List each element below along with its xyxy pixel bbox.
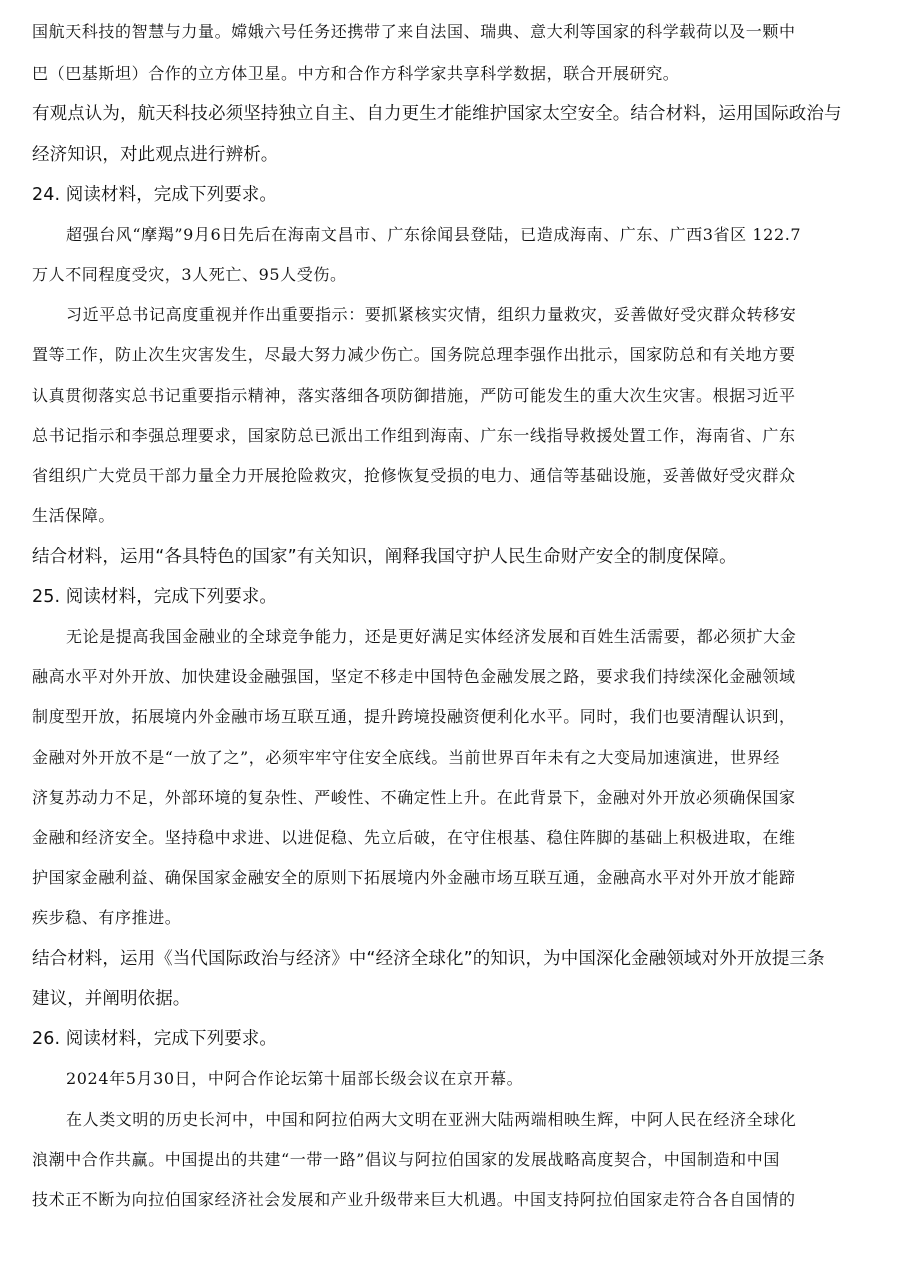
material-text-line: 生活保障。 xyxy=(32,506,116,525)
material-text-line: 金融对外开放不是“一放了之”，必须牢牢守住安全底线。当前世界百年未有之大变局加速演进，世界经 xyxy=(32,748,780,767)
material-text-line: 浪潮中合作共赢。中国提出的共建“一带一路”倡议与阿拉伯国家的发展战略高度契合，中国制造和中国 xyxy=(32,1150,780,1169)
material-text-line: 习近平总书记高度重视并作出重要指示：要抓紧核实灾情，组织力量救灾，妥善做好受灾群众转移安 xyxy=(66,305,797,324)
material-text-line: 济复苏动力不足，外部环境的复杂性、严峻性、不确定性上升。在此背景下，金融对外开放必须确保国家 xyxy=(32,788,796,807)
material-text-line: 在人类文明的历史长河中，中国和阿拉伯两大文明在亚洲大陆两端相映生辉，中阿人民在经济全球化 xyxy=(66,1110,797,1129)
material-text-line: 巴（巴基斯坦）合作的立方体卫星。中方和合作方科学家共享科学数据，联合开展研究。 xyxy=(32,64,680,83)
question-heading-24: 24. 阅读材料，完成下列要求。 xyxy=(32,185,277,205)
material-text-line: 置等工作，防止次生灾害发生，尽最大努力减少伤亡。国务院总理李强作出批示，国家防总和有关地方要 xyxy=(32,345,796,364)
material-text-line: 疾步稳、有序推进。 xyxy=(32,908,182,927)
material-text-line: 技术正不断为向拉伯国家经济社会发展和产业升级带来巨大机遇。中国支持阿拉伯国家走符合各自国情的 xyxy=(32,1190,796,1209)
material-text-line: 万人不同程度受灾，3人死亡、95人受伤。 xyxy=(32,265,347,284)
material-text-line: 金融和经济安全。坚持稳中求进、以进促稳、先立后破，在守住根基、稳住阵脚的基础上积极进取，在维 xyxy=(32,828,796,847)
material-text-line: 无论是提高我国金融业的全球竞争能力，还是更好满足实体经济发展和百姓生活需要，都必须扩大金 xyxy=(66,627,797,646)
question-prompt-line: 结合材料，运用“各具特色的国家”有关知识，阐释我国守护人民生命财产安全的制度保障。 xyxy=(32,547,737,567)
material-text-line: 国航天科技的智慧与力量。嫦娥六号任务还携带了来自法国、瑞典、意大利等国家的科学载荷以及一颗中 xyxy=(32,22,796,41)
material-text-line: 制度型开放，拓展境内外金融市场互联互通，提升跨境投融资便利化水平。同时，我们也要清醒认识到， xyxy=(32,707,796,726)
question-prompt-line: 有观点认为，航天科技必须坚持独立自主、自力更生才能维护国家太空安全。结合材料，运用国际政治与 xyxy=(32,104,842,124)
question-heading-25: 25. 阅读材料，完成下列要求。 xyxy=(32,587,277,607)
material-text-line: 认真贯彻落实总书记重要指示精神，落实落细各项防御措施，严防可能发生的重大次生灾害。根据习近平 xyxy=(32,386,796,405)
question-prompt-line: 经济知识，对此观点进行辨析。 xyxy=(32,145,279,165)
material-text-line: 超强台风“摩羯”9月6日先后在海南文昌市、广东徐闻县登陆，已造成海南、广东、广西3省区 122.7 xyxy=(66,225,802,244)
material-text-line: 总书记指示和李强总理要求，国家防总已派出工作组到海南、广东一线指导救援处置工作，海南省、广东 xyxy=(32,426,796,445)
question-heading-26: 26. 阅读材料，完成下列要求。 xyxy=(32,1029,277,1049)
material-text-line: 省组织广大党员干部力量全力开展抢险救灾，抢修恢复受损的电力、通信等基础设施，妥善做好受灾群众 xyxy=(32,466,796,485)
question-prompt-line: 结合材料，运用《当代国际政治与经济》中“经济全球化”的知识，为中国深化金融领域对外开放提三条 xyxy=(32,949,825,969)
material-text-line: 2024年5月30日，中阿合作论坛第十届部长级会议在京开幕。 xyxy=(66,1069,524,1088)
question-prompt-line: 建议，并阐明依据。 xyxy=(32,989,191,1009)
material-text-line: 护国家金融利益、确保国家金融安全的原则下拓展境内外金融市场互联互通，金融高水平对外开放才能蹄 xyxy=(32,868,796,887)
material-text-line: 融高水平对外开放、加快建设金融强国，坚定不移走中国特色金融发展之路，要求我们持续深化金融领域 xyxy=(32,667,796,686)
